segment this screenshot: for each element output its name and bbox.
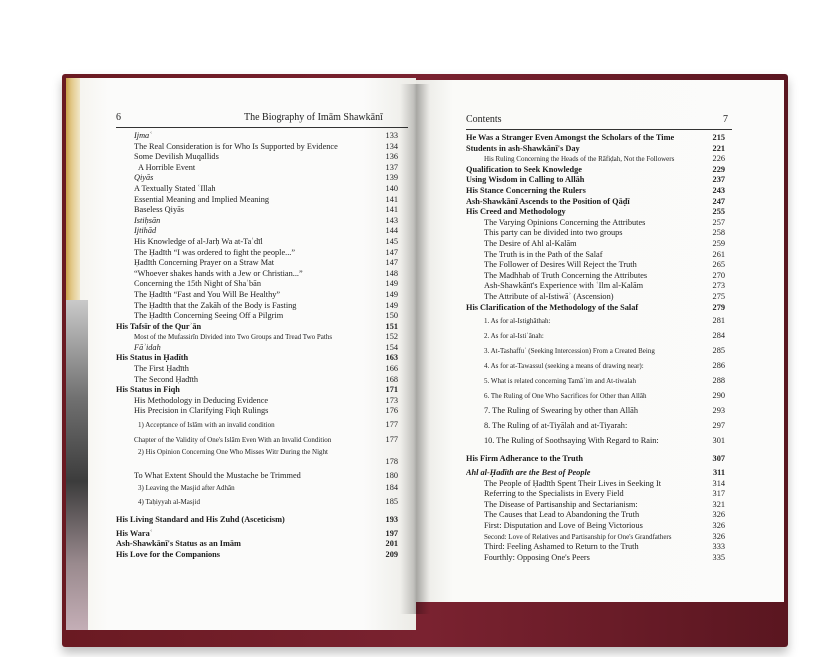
toc-entry-title: A Horrible Event: [138, 162, 196, 172]
toc-entry-page: 314: [712, 478, 725, 488]
toc-entry: [466, 313, 725, 328]
toc-entry-title: The Second Ḥadīth: [134, 374, 199, 384]
toc-entry-page: 145: [385, 236, 398, 246]
toc-entry: [116, 406, 398, 417]
toc-entry: [466, 239, 725, 250]
toc-entry-page: 152: [385, 332, 398, 342]
toc-entry: [116, 343, 398, 354]
toc-entry-title: The Disease of Partisanship and Sectarianism:: [484, 499, 638, 509]
toc-entry-title: Ahl al-Ḥadīth are the Best of People: [466, 468, 591, 478]
toc-entry-page: 226: [712, 154, 725, 164]
left-toc-list: [116, 131, 398, 560]
toc-entry-page: 237: [712, 175, 725, 185]
toc-entry-title: His Clarification of the Methodology of the Salaf: [466, 302, 639, 312]
toc-entry-page: 326: [712, 510, 725, 520]
toc-entry-page: 144: [385, 226, 398, 236]
toc-entry-title: His Creed and Methodology: [466, 207, 566, 217]
toc-entry-title: 6. The Ruling of One Who Sacrifices for Other than Allāh: [484, 392, 647, 401]
toc-entry: [116, 290, 398, 301]
toc-entry-title: Baseless Qiyās: [134, 205, 185, 215]
toc-entry: [466, 542, 725, 553]
toc-entry: [466, 510, 725, 521]
toc-entry-title: Ijmaʿ: [134, 131, 152, 140]
toc-entry-title: Qiyās: [134, 173, 154, 183]
toc-entry-page: 148: [385, 268, 398, 278]
toc-entry-page: 168: [385, 374, 398, 384]
toc-entry: [116, 311, 398, 322]
toc-entry: [116, 417, 398, 432]
toc-entry-page: 259: [712, 238, 725, 248]
toc-entry: [466, 328, 725, 343]
toc-entry-page: 229: [712, 164, 725, 174]
toc-entry: [116, 483, 398, 494]
toc-entry: [466, 281, 725, 292]
toc-entry-title: The Truth is in the Path of the Salaf: [484, 249, 603, 259]
toc-entry-page: 273: [712, 281, 725, 291]
toc-entry-page: 275: [712, 291, 725, 301]
toc-entry-page: 176: [385, 406, 398, 416]
toc-entry-title: Ijtihād: [134, 226, 157, 236]
toc-entry: [116, 509, 398, 529]
toc-entry-page: 185: [385, 496, 398, 506]
toc-entry: [116, 131, 398, 142]
right-page: [416, 80, 784, 602]
toc-entry-page: 147: [385, 258, 398, 268]
toc-entry: [466, 373, 725, 388]
toc-entry-page: 166: [385, 364, 398, 374]
toc-entry-page: 177: [385, 435, 398, 445]
toc-entry-page: 140: [385, 183, 398, 193]
toc-entry-page: 173: [385, 395, 398, 405]
toc-entry-title: Ash-Shawkānī's Status as an Imām: [116, 539, 241, 549]
toc-entry-page: 184: [385, 483, 398, 493]
toc-entry-page: 154: [385, 342, 398, 352]
toc-entry-page: 149: [385, 289, 398, 299]
toc-entry: [116, 248, 398, 259]
toc-entry-title: Fourthly: Opposing One's Peers: [484, 552, 590, 562]
toc-entry: [116, 353, 398, 364]
toc-entry-title: 3) Leaving the Masjid after Adhān: [138, 484, 235, 493]
toc-entry-title: The Madhhab of Truth Concerning the Attributes: [484, 270, 648, 280]
toc-entry-page: 177: [385, 420, 398, 430]
toc-entry: [116, 375, 398, 386]
toc-entry-title: Concerning the 15th Night of Shaʿbān: [134, 279, 261, 289]
right-running-title: Contents: [466, 114, 502, 125]
toc-entry-page: 293: [712, 406, 725, 416]
toc-entry-page: 285: [712, 346, 725, 356]
toc-entry-title: 4. As for at-Tawassul (seeking a means of drawing near):: [484, 362, 644, 371]
toc-entry-title: To What Extent Should the Mustache be Trimmed: [134, 471, 301, 481]
toc-entry-title: A Textually Stated ʿIllah: [134, 183, 216, 193]
toc-entry-page: 209: [385, 549, 398, 559]
toc-entry: [466, 358, 725, 373]
toc-entry-title: His Ruling Concerning the Heads of the Rāfiḍah, Not the Followers: [484, 155, 675, 164]
toc-entry: [116, 173, 398, 184]
right-toc-list: [466, 133, 725, 563]
toc-entry-title: The Real Consideration is for Who Is Supported by Evidence: [134, 141, 338, 151]
toc-entry: [116, 195, 398, 206]
toc-entry-title: Some Devilish Muqallids: [134, 152, 219, 162]
toc-entry: [466, 448, 725, 468]
toc-entry: [116, 301, 398, 312]
toc-entry-title: 10. The Ruling of Soothsaying With Regard to Rain:: [484, 436, 659, 446]
toc-entry-page: 261: [712, 249, 725, 259]
toc-entry: [466, 521, 725, 532]
toc-entry: [466, 418, 725, 433]
toc-entry-page: 134: [385, 141, 398, 151]
toc-entry-title: The Desire of Ahl al-Kalām: [484, 238, 577, 248]
toc-entry: [116, 163, 398, 174]
toc-entry-title: His Methodology in Deducing Evidence: [134, 395, 269, 405]
toc-entry-page: 284: [712, 331, 725, 341]
toc-entry: [116, 385, 398, 396]
toc-entry-title: His Living Standard and His Zuhd (Asceticism): [116, 514, 285, 524]
toc-entry: [466, 489, 725, 500]
toc-entry: [116, 550, 398, 561]
toc-entry-page: 143: [385, 215, 398, 225]
toc-entry-title: His Status in Fiqh: [116, 385, 180, 395]
toc-entry: [116, 205, 398, 216]
toc-entry-page: 247: [712, 196, 725, 206]
toc-entry-title: The Follower of Desires Will Reject the Truth: [484, 260, 637, 270]
toc-entry-title: Ḥadīth Concerning Prayer on a Straw Mat: [134, 258, 275, 268]
toc-entry-title: The Attribute of al-Istiwāʾ (Ascension): [484, 291, 614, 301]
toc-entry-page: 215: [712, 133, 725, 142]
toc-entry: [116, 432, 398, 447]
left-page-number: 6: [116, 112, 121, 123]
toc-entry-title: The Ḥadīth “Fast and You Will Be Healthy”: [134, 289, 281, 299]
toc-entry-title: The Varying Opinions Concerning the Attributes: [484, 217, 646, 227]
toc-entry-title: First: Disputation and Love of Being Victorious: [484, 521, 643, 531]
toc-entry: [116, 364, 398, 375]
toc-entry-page: 307: [712, 454, 725, 464]
toc-entry-page: 180: [385, 471, 398, 481]
right-page-number: 7: [723, 114, 728, 125]
toc-entry-title: The Ḥadīth “I was ordered to fight the people...”: [134, 247, 296, 257]
toc-entry: [466, 154, 725, 165]
toc-entry-title: The People of Ḥadīth Spent Their Lives in Seeking It: [484, 478, 662, 488]
toc-entry: [466, 479, 725, 490]
toc-entry-title: Chapter of the Validity of One's Islām Even With an Invalid Condition: [134, 436, 332, 445]
toc-entry: [116, 447, 398, 468]
toc-entry-title: “Whoever shakes hands with a Jew or Christian...”: [134, 268, 303, 278]
toc-entry: [116, 332, 398, 343]
toc-entry-title: His Precision in Clarifying Fiqh Rulings: [134, 406, 269, 416]
toc-entry: [116, 184, 398, 195]
toc-entry-title: The Ḥadīth Concerning Seeing Off a Pilgrim: [134, 311, 284, 321]
toc-entry-page: 197: [385, 528, 398, 538]
toc-entry-page: 335: [712, 552, 725, 562]
toc-entry-page: 137: [385, 162, 398, 172]
toc-entry-title: Fāʾidah: [134, 342, 161, 352]
toc-entry-page: 151: [385, 321, 398, 331]
toc-entry-title: Most of the Mufassirīn Divided into Two Groups and Tread Two Paths: [134, 333, 333, 342]
toc-entry: [466, 271, 725, 282]
toc-entry-title: 3. At-Tashaffuʿ (Seeking Intercession) From a Created Being: [484, 347, 655, 356]
toc-entry-page: 147: [385, 247, 398, 257]
toc-entry: [116, 396, 398, 407]
toc-entry: [466, 133, 725, 144]
toc-entry: [116, 468, 398, 483]
toc-entry-title: Third: Feeling Ashamed to Return to the Truth: [484, 542, 639, 552]
toc-entry-page: 317: [712, 489, 725, 499]
toc-entry-title: Istiḥsān: [134, 215, 161, 225]
toc-entry-page: 257: [712, 217, 725, 227]
toc-entry-page: 178: [385, 457, 398, 467]
toc-entry-page: 258: [712, 228, 725, 238]
toc-entry-page: 139: [385, 173, 398, 183]
toc-entry-page: 301: [712, 436, 725, 446]
toc-entry: [116, 237, 398, 248]
toc-entry-title: Students in ash-Shawkānī's Day: [466, 143, 580, 153]
toc-entry-page: 163: [385, 353, 398, 363]
toc-entry-title: This party can be divided into two groups: [484, 228, 623, 238]
toc-entry: [466, 343, 725, 358]
toc-entry: [116, 279, 398, 290]
toc-entry: [466, 292, 725, 303]
toc-entry-page: 243: [712, 185, 725, 195]
toc-entry: [466, 500, 725, 511]
toc-entry-page: 281: [712, 316, 725, 326]
left-header-rule: [116, 127, 408, 128]
toc-entry: [466, 303, 725, 314]
toc-entry-title: 5. What is related concerning Tamāʾim and At-tiwalah: [484, 377, 637, 386]
toc-entry-page: 279: [712, 302, 725, 312]
toc-entry: [116, 258, 398, 269]
toc-entry-page: 141: [385, 205, 398, 215]
toc-entry-title: 8. The Ruling of at-Tiyālah and at-Tiyarah:: [484, 421, 628, 431]
toc-entry-page: 265: [712, 260, 725, 270]
book-spine-gutter: [400, 84, 430, 614]
toc-entry-title: 2) His Opinion Concerning One Who Misses Witr During the Night: [138, 448, 328, 457]
toc-entry-title: His Status in Ḥadīth: [116, 353, 189, 363]
toc-entry: [116, 269, 398, 280]
toc-entry: [466, 468, 725, 479]
toc-entry: [466, 228, 725, 239]
toc-entry-title: Second: Love of Relatives and Partisanship for One's Grandfathers: [484, 532, 672, 541]
toc-entry: [466, 207, 725, 218]
toc-entry-title: His Tafsīr of the Qurʾān: [116, 321, 202, 331]
toc-entry: [116, 529, 398, 540]
toc-entry-page: 171: [385, 385, 398, 395]
toc-entry: [466, 218, 725, 229]
toc-entry: [116, 539, 398, 550]
toc-entry-page: 290: [712, 391, 725, 401]
toc-entry: [466, 532, 725, 543]
toc-entry-page: 221: [712, 143, 725, 153]
toc-entry-title: 7. The Ruling of Swearing by other than Allāh: [484, 406, 639, 416]
toc-entry-title: The First Ḥadīth: [134, 364, 189, 374]
right-header-rule: [466, 129, 732, 130]
toc-entry-title: His Knowledge of al-Jarḥ Wa at-Taʿdīl: [134, 236, 263, 246]
toc-entry-page: 333: [712, 542, 725, 552]
toc-entry-title: Using Wisdom in Calling to Allāh: [466, 175, 585, 185]
toc-entry-title: His Waraʿ: [116, 528, 153, 538]
toc-entry-page: 141: [385, 194, 398, 204]
toc-entry-page: 311: [713, 468, 725, 478]
toc-entry-title: The Causes that Lead to Abandoning the Truth: [484, 510, 640, 520]
toc-entry-title: The Ḥadīth that the Zakāh of the Body is Fasting: [134, 300, 297, 310]
toc-entry-page: 150: [385, 311, 398, 321]
toc-entry: [466, 433, 725, 448]
toc-entry: [466, 250, 725, 261]
toc-entry-page: 255: [712, 207, 725, 217]
toc-entry: [466, 186, 725, 197]
toc-entry: [466, 165, 725, 176]
toc-entry-page: 326: [712, 531, 725, 541]
toc-entry-title: His Firm Adherance to the Truth: [466, 454, 583, 464]
toc-entry-title: Referring to the Specialists in Every Field: [484, 489, 624, 499]
toc-entry: [466, 553, 725, 564]
toc-entry-page: 288: [712, 376, 725, 386]
toc-entry-page: 136: [385, 152, 398, 162]
toc-entry: [466, 260, 725, 271]
toc-entry: [466, 388, 725, 403]
toc-entry: [116, 226, 398, 237]
toc-entry-page: 297: [712, 421, 725, 431]
toc-entry-title: 1) Acceptance of Islām with an invalid condition: [138, 421, 275, 430]
toc-entry-title: 2. As for al-Istiʿānah:: [484, 332, 544, 341]
toc-entry: [466, 197, 725, 208]
toc-entry: [116, 142, 398, 153]
left-running-title: The Biography of Imām Shawkānī: [244, 112, 383, 123]
toc-entry-page: 286: [712, 361, 725, 371]
toc-entry: [466, 144, 725, 155]
toc-entry-page: 149: [385, 300, 398, 310]
toc-entry: [116, 494, 398, 509]
toc-entry-title: Qualification to Seek Knowledge: [466, 164, 582, 174]
toc-entry-title: Ash-Shawkānī Ascends to the Position of Qāḍī: [466, 196, 630, 206]
toc-entry-title: His Love for the Companions: [116, 549, 221, 559]
toc-entry-page: 133: [385, 131, 398, 140]
toc-entry: [466, 175, 725, 186]
toc-entry-page: 270: [712, 270, 725, 280]
toc-entry-page: 201: [385, 539, 398, 549]
toc-entry-page: 149: [385, 279, 398, 289]
toc-entry-page: 321: [712, 499, 725, 509]
toc-entry-title: His Stance Concerning the Rulers: [466, 185, 586, 195]
background-photo-strip: [66, 300, 88, 630]
toc-entry: [116, 216, 398, 227]
left-page: [66, 78, 416, 630]
toc-entry-page: 326: [712, 521, 725, 531]
toc-entry-title: 1. As for al-Istighāthah:: [484, 317, 551, 326]
toc-entry-title: Ash-Shawkānī's Experience with ʿIlm al-Kalām: [484, 281, 644, 291]
toc-entry: [466, 403, 725, 418]
toc-entry-page: 193: [385, 514, 398, 524]
toc-entry-title: Essential Meaning and Implied Meaning: [134, 194, 270, 204]
toc-entry: [116, 152, 398, 163]
toc-entry: [116, 322, 398, 333]
toc-entry-title: 4) Taḥiyyah al-Masjid: [138, 497, 200, 506]
toc-entry-title: He Was a Stranger Even Amongst the Scholars of the Time: [466, 133, 675, 142]
